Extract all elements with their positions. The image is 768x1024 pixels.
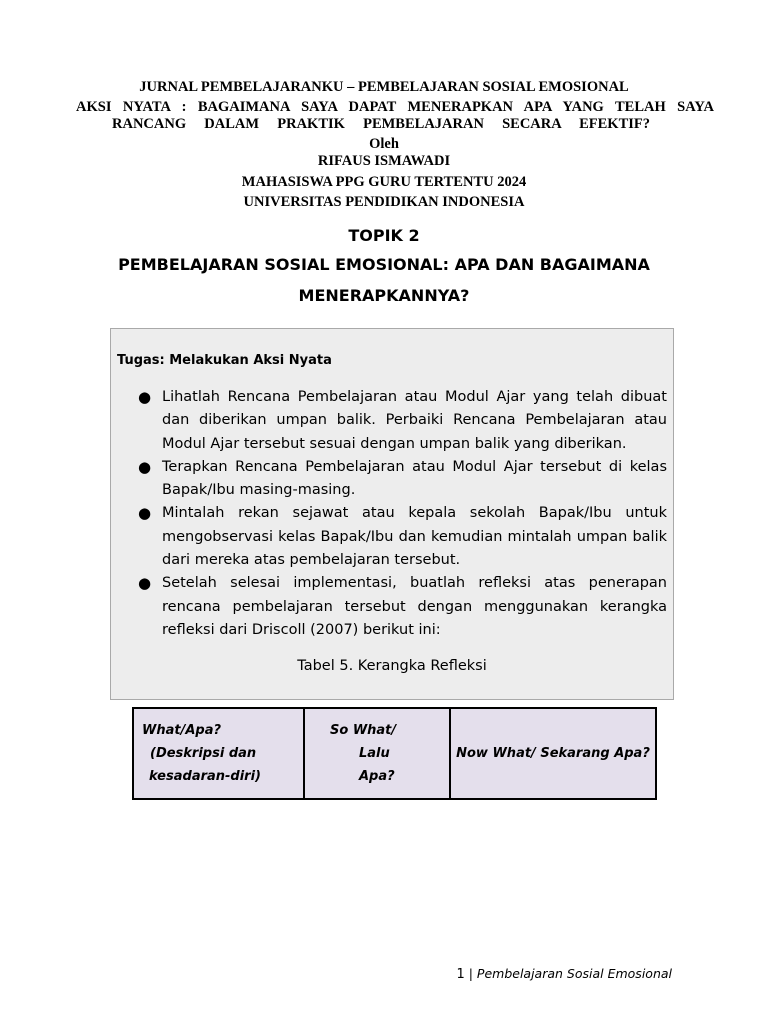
task-item-text: Lihatlah Rencana Pembelajaran atau Modul Ajar yang telah dibuat dan diberikan umpan balik. Perbaiki Rencana Pembelajaran atau Modul Ajar tersebut sesuai dengan umpan balik yang diberikan. [162,389,667,452]
university-name: UNIVERSITAS PENDIDIKAN INDONESIA [243,194,525,210]
cell-line: What/Apa? [142,723,222,738]
table-cell-what [133,708,304,799]
footer-separator: | [464,966,477,981]
action-title-line2: RANCANG DALAM PRAKTIK PEMBELAJARAN SECARA EFEKTIF? [112,116,650,132]
journal-title: JURNAL PEMBELAJARANKU – PEMBELAJARAN SOSIAL EMOSIONAL [139,79,629,95]
by-label: Oleh [369,136,399,152]
task-item-text: Terapkan Rencana Pembelajaran atau Modul Ajar tersebut di kelas Bapak/Ibu masing-masing. [162,458,667,499]
table-caption: Tabel 5. Kerangka Refleksi [297,658,487,674]
task-item [138,386,667,456]
topic-title-line2: MENERAPKANNYA? [298,286,470,305]
task-box [110,328,674,700]
page-footer [456,966,672,982]
cell-line: Lalu [359,746,390,761]
topic-number: TOPIK 2 [348,226,420,245]
cell-line: Apa? [359,769,395,784]
page-number: 1 [456,967,465,982]
cell-line: So What/ [330,723,397,738]
author-role: MAHASISWA PPG GURU TERTENTU 2024 [241,174,527,190]
task-item-text: Mintalah rekan sejawat atau kepala sekolah Bapak/Ibu untuk mengobservasi kelas Bapak/Ibu dan kemudian mintalah umpan balik dari mereka atas pembelajaran tersebut. [162,505,667,569]
cell-line: (Deskripsi dan [150,746,257,761]
cell-line: kesadaran-diri) [149,769,261,784]
bullet-icon: ● [138,457,152,476]
bullet-icon: ● [138,574,152,593]
author-name: RIFAUS ISMAWADI [317,153,451,169]
task-title: Tugas: Melakukan Aksi Nyata [117,353,332,368]
task-item [138,572,667,642]
task-list [138,386,667,642]
table-row [133,708,656,799]
bullet-icon: ● [138,388,152,406]
task-item [138,456,667,503]
cell-line: Now What/ Sekarang Apa? [456,746,650,761]
reflection-table [132,707,657,800]
table-cell-so-what [304,708,450,799]
table-cell-now-what [450,708,656,799]
task-item-text: Setelah selesai implementasi, buatlah refleksi atas penerapan rencana pembelajaran tersebut dengan menggunakan kerangka refleksi dari Driscoll (2007) berikut ini: [162,575,667,638]
bullet-icon: ● [138,504,152,523]
footer-text: Pembelajaran Sosial Emosional [476,966,672,981]
task-item [138,502,667,572]
topic-title-line1: PEMBELAJARAN SOSIAL EMOSIONAL: APA DAN BAGAIMANA [118,255,650,274]
action-title-line1: AKSI NYATA : BAGAIMANA SAYA DAPAT MENERAPKAN APA YANG TELAH SAYA [76,99,714,115]
